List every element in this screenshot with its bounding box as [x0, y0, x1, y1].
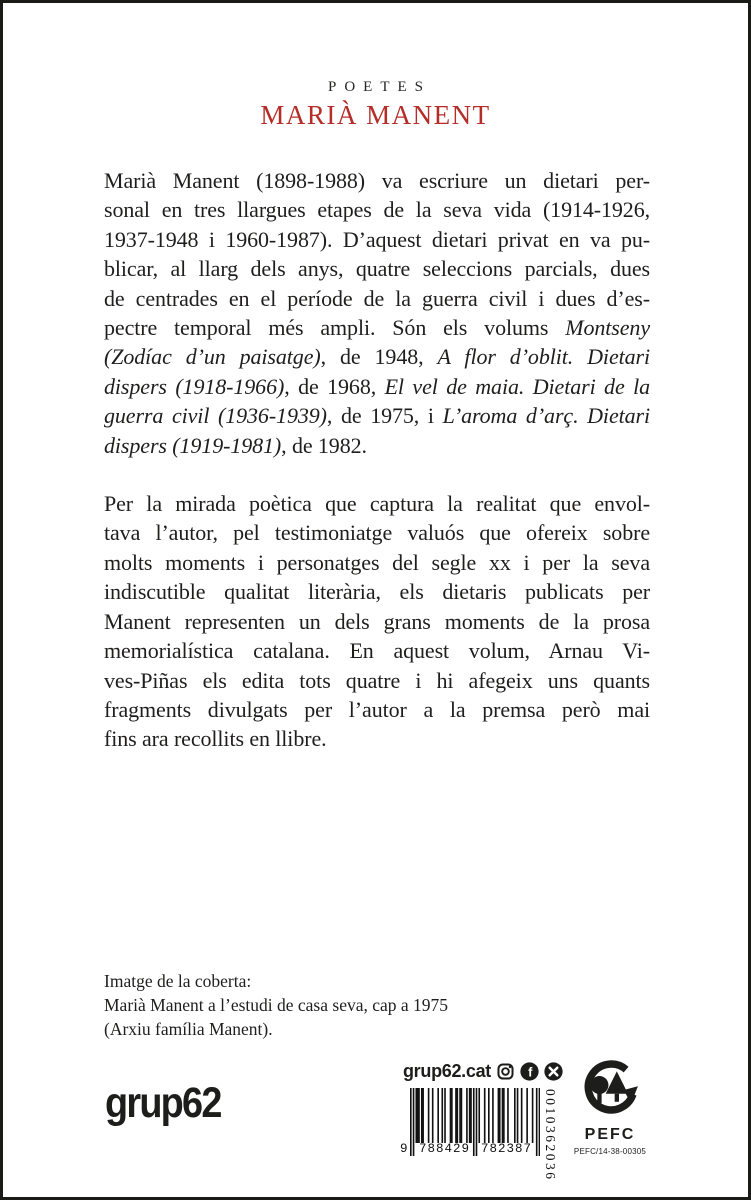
barcode-digits-group1: 788429 [419, 1142, 471, 1156]
pefc-cert-number: PEFC/14-38-00305 [573, 1147, 647, 1156]
text-line: pectre temporal més ampli. Són els volums Montseny [104, 315, 650, 341]
body-paragraph [104, 166, 650, 460]
barcode-digits-group2: 782387 [481, 1142, 533, 1156]
x-icon [544, 1062, 563, 1081]
website-label: grup62.cat [402, 1060, 491, 1081]
text-line: blicar, al llarg dels anys, quatre seleccions parcials, dues [104, 256, 650, 282]
credit-line-caption: Marià Manent a l’estudi de casa seva, cap a 1975 [104, 995, 449, 1015]
collection-label: POETES [327, 79, 431, 95]
pefc-logo [572, 1060, 648, 1156]
text-line: de centrades en el període de la guerra civil i dues d’es- [104, 285, 650, 311]
text-line: Manent representen un dels grans moments de la prosa [104, 608, 650, 634]
body-text [104, 166, 650, 783]
credit-line-heading: Imatge de la coberta: [104, 971, 252, 991]
publisher-wordmark: grup62 [105, 1079, 221, 1127]
text-line: guerra civil (1936-1939), de 1975, i L’aroma d’arç. Dietari [104, 403, 650, 429]
text-line: Per la mirada poètica que captura la realitat que envol- [104, 491, 650, 517]
facebook-icon [520, 1062, 539, 1081]
instagram-icon [496, 1062, 515, 1081]
text-line: 1937-1948 i 1960-1987). D’aquest dietari privat en va pu- [104, 226, 650, 252]
text-line: fins ara recollits en llibre. [104, 726, 327, 752]
credit-line-archive: (Arxiu família Manent). [104, 1019, 273, 1039]
pefc-mark-icon [579, 1060, 641, 1120]
text-line: dispers (1919-1981), de 1982. [104, 432, 367, 458]
text-line: ves-Piñas els edita tots quatre i hi afegeix uns quants [104, 667, 650, 693]
text-line: memorialística catalana. En aquest volum, Arnau Vi- [104, 638, 650, 664]
cover-credit [104, 969, 448, 1041]
text-line: tava l’autor, pel testimoniatge valuós que ofereix sobre [104, 520, 650, 546]
text-line: dispers (1918-1966), de 1968, El vel de maia. Dietari de la [104, 373, 650, 399]
text-line: indiscutible qualitat literària, els dietaris publicats per [104, 579, 650, 605]
text-line: fragments divulgats per l’autor a la premsa però mai [104, 696, 650, 722]
text-line: Marià Manent (1898-1988) va escriure un dietari per- [104, 168, 650, 193]
text-line: (Zodíac d’un paisatge), de 1948, A flor d’oblit. Dietari [104, 344, 650, 370]
website-row [401, 1059, 563, 1083]
text-line: sonal en tres llargues etapes de la seva vida (1914-1926, [104, 197, 650, 223]
barcode [400, 1088, 540, 1170]
barcode-side-number: 0010362036 [543, 1089, 558, 1182]
body-paragraph [104, 489, 650, 754]
text-line: molts moments i personatges del segle xx i per la seva [104, 549, 650, 575]
pefc-label: PEFC [584, 1126, 636, 1143]
book-title: MARIÀ MANENT [260, 100, 491, 130]
svg-text:f: f [528, 1063, 533, 1079]
barcode-digit-left: 9 [400, 1142, 409, 1156]
